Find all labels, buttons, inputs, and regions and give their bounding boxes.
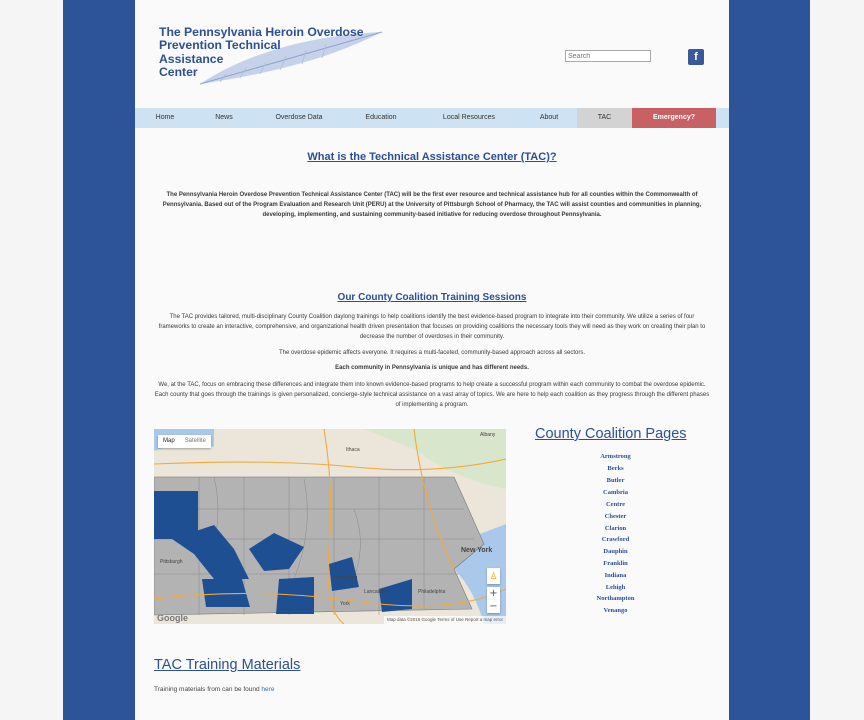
training-materials-text [154,686,274,693]
logo-text: The Pennsylvania Heroin Overdose Prevention Technical Assistance Center [159,25,364,79]
nav-education[interactable]: Education [365,114,397,121]
map-label-pittsburgh: Pittsburgh [160,559,183,565]
training-paragraph-3: Each community in Pennsylvania is unique and has different needs. [335,365,529,371]
nav-tac[interactable]: TAC [577,108,632,128]
zoom-out-button[interactable]: − [487,600,500,613]
nav-emergency[interactable]: Emergency? [632,108,716,128]
county-link-butler[interactable]: Butler [606,477,625,484]
nav-news[interactable]: News [215,114,233,121]
county-link-crawford[interactable]: Crawford [601,536,630,543]
county-link-clarion[interactable]: Clarion [604,525,627,532]
county-map[interactable] [154,429,506,624]
nav-local-resources[interactable]: Local Resources [442,114,496,121]
street-view-pegman-icon[interactable]: ♙ [487,568,500,584]
training-heading[interactable]: Our County Coalition Training Sessions [337,292,527,303]
county-link-centre[interactable]: Centre [605,501,625,508]
county-pages-title[interactable]: County Coalition Pages [535,426,687,442]
main-nav [135,108,729,128]
map-tab-satellite[interactable]: Satellite [184,438,207,444]
county-link-armstrong[interactable]: Armstrong [600,453,631,460]
training-paragraph-1: The TAC provides tailored, multi-disciplinary County Coalition daylong trainings to help coalitions identify the best evidence-based program to integrate into their community. We utilize a series of four frameworks to create an interactive, comprehensive, and organizational health driven presentation that focuses on providing coalitions the necessary tools they will need as they work on creating their plan to decrease the number of overdoses in their community. [158,314,706,340]
nav-overdose-data[interactable]: Overdose Data [275,114,323,121]
training-materials-link[interactable]: here [261,686,275,693]
facebook-icon[interactable]: f [688,49,704,65]
training-materials-title[interactable]: TAC Training Materials [154,657,301,673]
county-link-berks[interactable]: Berks [607,465,624,472]
county-link-indiana[interactable]: Indiana [604,572,627,579]
tac-heading[interactable]: What is the Technical Assistance Center (TAC)? [307,151,557,163]
map-type-tabs [158,435,211,448]
nav-about[interactable]: About [539,114,559,121]
county-link-chester[interactable]: Chester [604,513,627,520]
map-label-york: York [340,601,350,607]
site-logo[interactable] [156,24,381,86]
page-content [135,0,729,720]
map-label-harrisburg: Harrisburg [334,575,358,581]
map-tab-map[interactable]: Map [163,438,175,444]
training-paragraph-2: The overdose epidemic affects everyone. It requires a multi-faceted, community-based approach across all sectors. [278,350,586,356]
google-logo: Google [157,613,188,623]
training-materials-label: Training materials from can be found [154,686,262,693]
county-link-venango[interactable]: Venango [603,607,628,614]
map-label-albany: Albany [480,432,496,438]
map-graphic [154,429,506,624]
training-paragraph-4: We, at the TAC, focus on embracing these differences and integrate them into known evidence-based programs to help create a successful program within each community to combat the overdose epidemic. Each county that goes through the trainings is given personalized, concierge-style technical assistance on a vast array of topics. We are here to help each coalition as they progress through the different phases of implementing a program. [154,382,710,408]
map-label-lancaster: Lancaster [364,589,386,595]
nav-home[interactable]: Home [155,114,175,121]
map-attribution[interactable]: Map data ©2016 Google Terms of Use Report a map error [384,616,506,624]
zoom-in-button[interactable]: + [487,587,500,600]
county-link-lehigh[interactable]: Lehigh [605,584,626,591]
county-link-northampton[interactable]: Northampton [596,595,635,602]
county-link-franklin[interactable]: Franklin [603,560,628,567]
map-label-ithaca: Ithaca [346,447,360,453]
county-link-cambria[interactable]: Cambria [603,489,628,496]
map-label-philadelphia: Philadelphia [418,589,446,595]
search-input[interactable] [565,50,651,62]
tac-description: The Pennsylvania Heroin Overdose Prevention Technical Assistance Center (TAC) will be the first ever resource and technical assistance hub for all counties within the Commonwealth of Pennsylvania. Based out of the Program Evaluation and Research Unit (PERU) at the University of Pittsburgh School of Pharmacy, the TAC will assist counties and communities in planning, developing, implementing, and sustaining community-based initiative for reducing overdose throughout Pennsylvania. [162,192,702,218]
county-link-dauphin[interactable]: Dauphin [603,548,628,555]
map-label-new-york: New York [461,547,493,554]
